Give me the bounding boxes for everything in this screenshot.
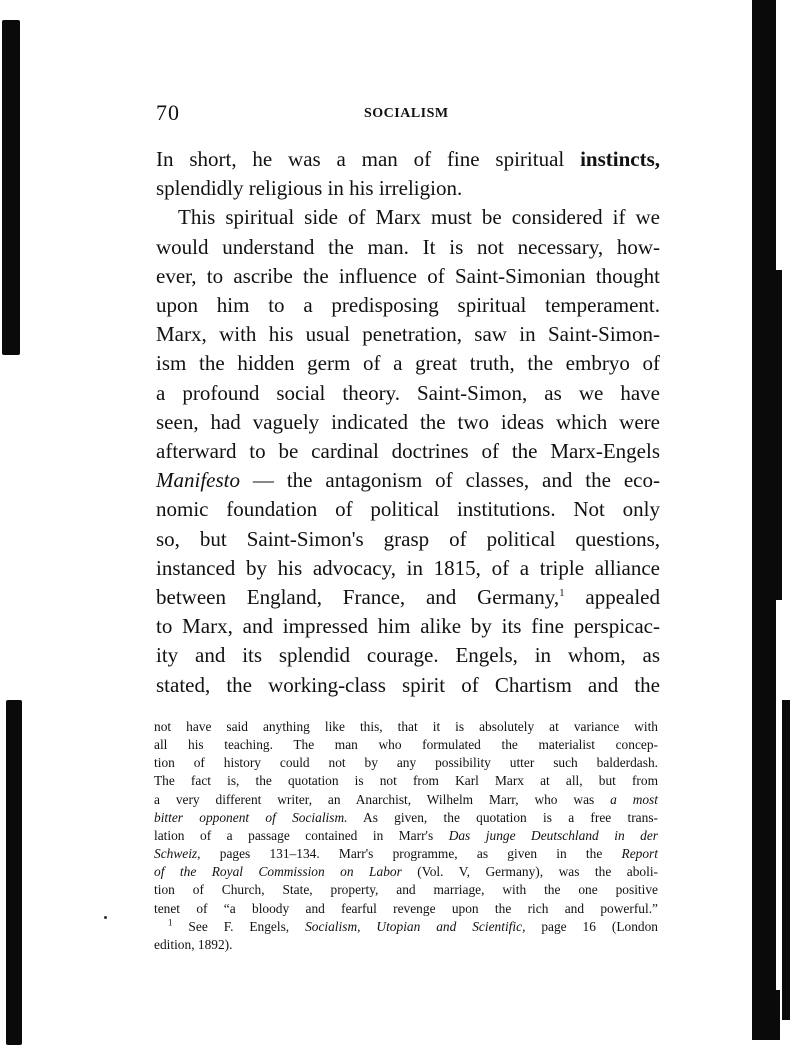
footnote-line: The fact is, the quotation is not from Karl Marx at all, but from xyxy=(154,773,658,789)
footnote-line: Schweiz, pages 131–134. Marr's programme, as given in the Report xyxy=(154,846,658,862)
footnote-line: of the Royal Commission on Labor (Vol. V, Germany), was the aboli- xyxy=(154,864,658,880)
footnote-line: not have said anything like this, that it is absolutely at variance with xyxy=(154,719,658,734)
body-line: ever, to ascribe the influence of Saint-Simonian thought xyxy=(156,263,660,288)
body-line: Manifesto — the antagonism of classes, and the eco- xyxy=(156,468,660,493)
body-line: would understand the man. It is not necessary, how- xyxy=(156,234,660,259)
body-text xyxy=(156,145,660,700)
body-line: to Marx, and impressed him alike by its fine perspicac- xyxy=(156,614,660,639)
scan-edge-shadow xyxy=(760,990,780,1040)
footnote-line: edition, 1892). xyxy=(154,936,233,952)
footnotes xyxy=(154,718,658,954)
scan-speck xyxy=(104,916,107,919)
body-line: upon him to a predisposing spiritual temperament. xyxy=(156,293,660,318)
footnote-marker: 1 xyxy=(168,917,173,928)
footnote-line: $^1$ See F. Engels, Socialism, Utopian and Scientific, page 16 (London xyxy=(168,917,658,934)
body-line: In short, he was a man of fine spiritual instincts, xyxy=(156,147,660,171)
body-line: Marx, with his usual penetration, saw in Saint-Simon- xyxy=(156,322,660,347)
scan-edge-shadow xyxy=(770,270,782,600)
footnote-line: tenet of “a bloody and fearful revenge upon the rich and powerful.” xyxy=(154,900,658,916)
page-header xyxy=(156,100,658,130)
body-line: so, but Saint-Simon's grasp of political questions, xyxy=(156,526,660,551)
body-line: afterward to be cardinal doctrines of the Marx-Engels xyxy=(156,439,660,464)
body-line: between England, France, and Germany,$^1$ appealed xyxy=(156,585,661,610)
footnote-line: bitter opponent of Socialism. As given, the quotation is a free trans- xyxy=(154,809,658,825)
body-line: splendidly religious in his irreligion. xyxy=(156,176,463,201)
page-number: 70 xyxy=(156,100,180,125)
footnote-line: lation of a passage contained in Marr's Das junge Deutschland in der xyxy=(154,827,659,843)
footnote-ref: 1 xyxy=(559,587,565,600)
footnote-line: tion of Church, State, property, and marriage, with the one positive xyxy=(154,882,658,898)
body-line: seen, had vaguely indicated the two ideas which were xyxy=(156,409,660,434)
body-line: This spiritual side of Marx must be considered if we xyxy=(178,205,660,230)
body-line: ism the hidden germ of a great truth, the embryo of xyxy=(156,351,660,376)
footnote-line: a very different writer, an Anarchist, Wilhelm Marr, who was a most xyxy=(154,791,658,807)
scan-edge-shadow xyxy=(782,700,790,1020)
body-line: ity and its splendid courage. Engels, in whom, as xyxy=(156,643,660,668)
body-line: instanced by his advocacy, in 1815, of a triple alliance xyxy=(156,555,660,580)
footnote-line: all his teaching. The man who formulated the materialist concep- xyxy=(154,737,658,753)
scan-edge-shadow xyxy=(6,700,22,1045)
body-line: nomic foundation of political institutions. Not only xyxy=(156,497,660,522)
body-line: stated, the working-class spirit of Chartism and the xyxy=(156,672,660,697)
footnote-line: tion of history could not by any possibility utter such balderdash. xyxy=(154,755,658,771)
scan-edge-shadow xyxy=(2,20,20,355)
running-head: SOCIALISM xyxy=(364,106,449,121)
body-line: a profound social theory. Saint-Simon, as we have xyxy=(156,380,660,405)
